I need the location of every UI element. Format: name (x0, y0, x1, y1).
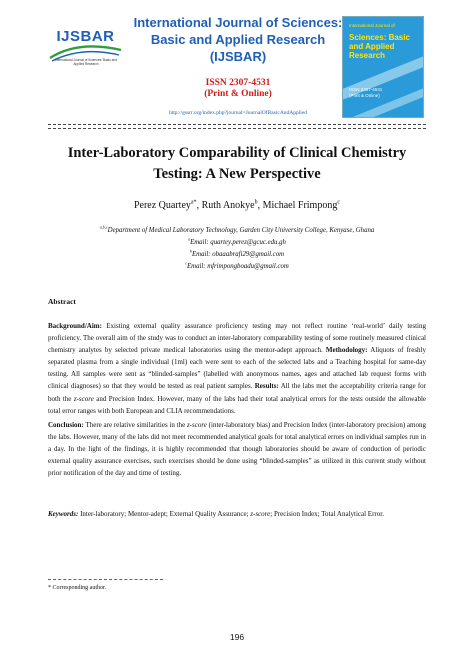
author-sup: a* (190, 199, 197, 206)
cover-title: Sciences: Basic and Applied Research (349, 33, 410, 60)
journal-title-line3: (IJSBAR) (209, 49, 267, 64)
header-divider-2 (48, 128, 426, 129)
journal-title-line1: International Journal of Sciences: (133, 15, 343, 30)
author-email: $^a$Email: quartey.perez@gcuc.edu.gh (188, 236, 286, 246)
journal-title-line2: Basic and Applied Research (150, 32, 326, 47)
author-email: $^b$Email: obaaabrafi29@gmail.com (189, 248, 284, 258)
author-sup: b (254, 199, 258, 206)
logo-text: IJSBAR (56, 28, 115, 45)
author-name: Perez Quartey (133, 200, 191, 211)
affiliation: $^{a,b,c}$Department of Medical Laboratory Technology, Garden City University College, Kenyase, Ghana (99, 224, 375, 234)
footnote: * Corresponding author. (48, 585, 107, 591)
paper-title-line2: Testing: A New Perspective (153, 166, 321, 182)
logo-subtitle: International Journal of Sciences: Basic and Applied Research (54, 58, 118, 66)
cover-issn: ISSN 2307-4531 (Print & Online) (349, 87, 383, 98)
journal-cover (342, 16, 424, 118)
journal-url-link[interactable]: http://gssrr.org/index.php?journal=JournalOfBasicAndApplied (168, 110, 308, 116)
keywords: Keywords: Inter-laboratory; Mentor-adept; External Quality Assurance; z-score; Precision Index; Total Analytical Error. (48, 510, 384, 518)
page-number: 196 (229, 632, 245, 642)
paper-title (48, 143, 426, 185)
abstract-text: Background/Aim: Existing external quality assurance proficiency testing may not reflect routine ‘real-world’ daily testing proficiency. The overall aim of the study was to conduct an inter-laboratory comparability testing of some routinely measured clinical chemistry analytes by selected private medical laboratories using the mentor-adept approach. Methodology: Aliquots of freshly separated plasma from a single individual (1ml) each were sent to each of the selected labs and a Teaching hospital for same-day testing. All samples were sent as “blinded-samples” (labelled with anonymous names, ages and attached lab request forms with clinical diagnoses) so that they would be tested as real patient samples. Results: All the labs met the acceptability criteria range for both the z-score and Precision Index. However, many of the labs had their total analytical errors for the tests outside the allowable total error ranges with both European and CLIA recommendations. Conclusion: There are relative similarities in the z-score (inter-laboratory bias) and Precision Index (inter-laboratory precision) among the labs. However, many of the labs did not meet recommended analytical goals for total analytical errors on individual samples run in a day. In the light of the findings, it is highly recommended that though laboratories should be aware of conduction of periodic external quality assurance exercises, such exercises should be done using “blinded-samples” as utilized in this current study without prior notification of the day and time of testing. (48, 322, 427, 478)
journal-logo (48, 28, 123, 86)
footnote-divider (48, 579, 163, 580)
abstract-heading: Abstract (48, 297, 76, 306)
issn-note: (Print & Online) (204, 89, 272, 99)
paper-title-line1: Inter-Laboratory Comparability of Clinical Chemistry (67, 145, 407, 161)
affiliation-block (48, 225, 426, 273)
author-name: Michael Frimpong (262, 200, 338, 211)
author-name: Ruth Anokye (201, 200, 255, 211)
journal-issn (118, 78, 358, 100)
author-sup: c (337, 199, 341, 206)
author-list: Perez Quartey$^{a*}$, Ruth Anokye$^b$, Michael Frimpong$^c$ (133, 199, 341, 211)
author-email: $^c$Email: mfrimpongboadu@gmail.com (185, 260, 289, 270)
journal-title (118, 14, 358, 65)
issn-number: ISSN 2307-4531 (205, 78, 271, 88)
cover-small-text: International Journal of (349, 23, 395, 28)
header-divider (48, 124, 426, 125)
